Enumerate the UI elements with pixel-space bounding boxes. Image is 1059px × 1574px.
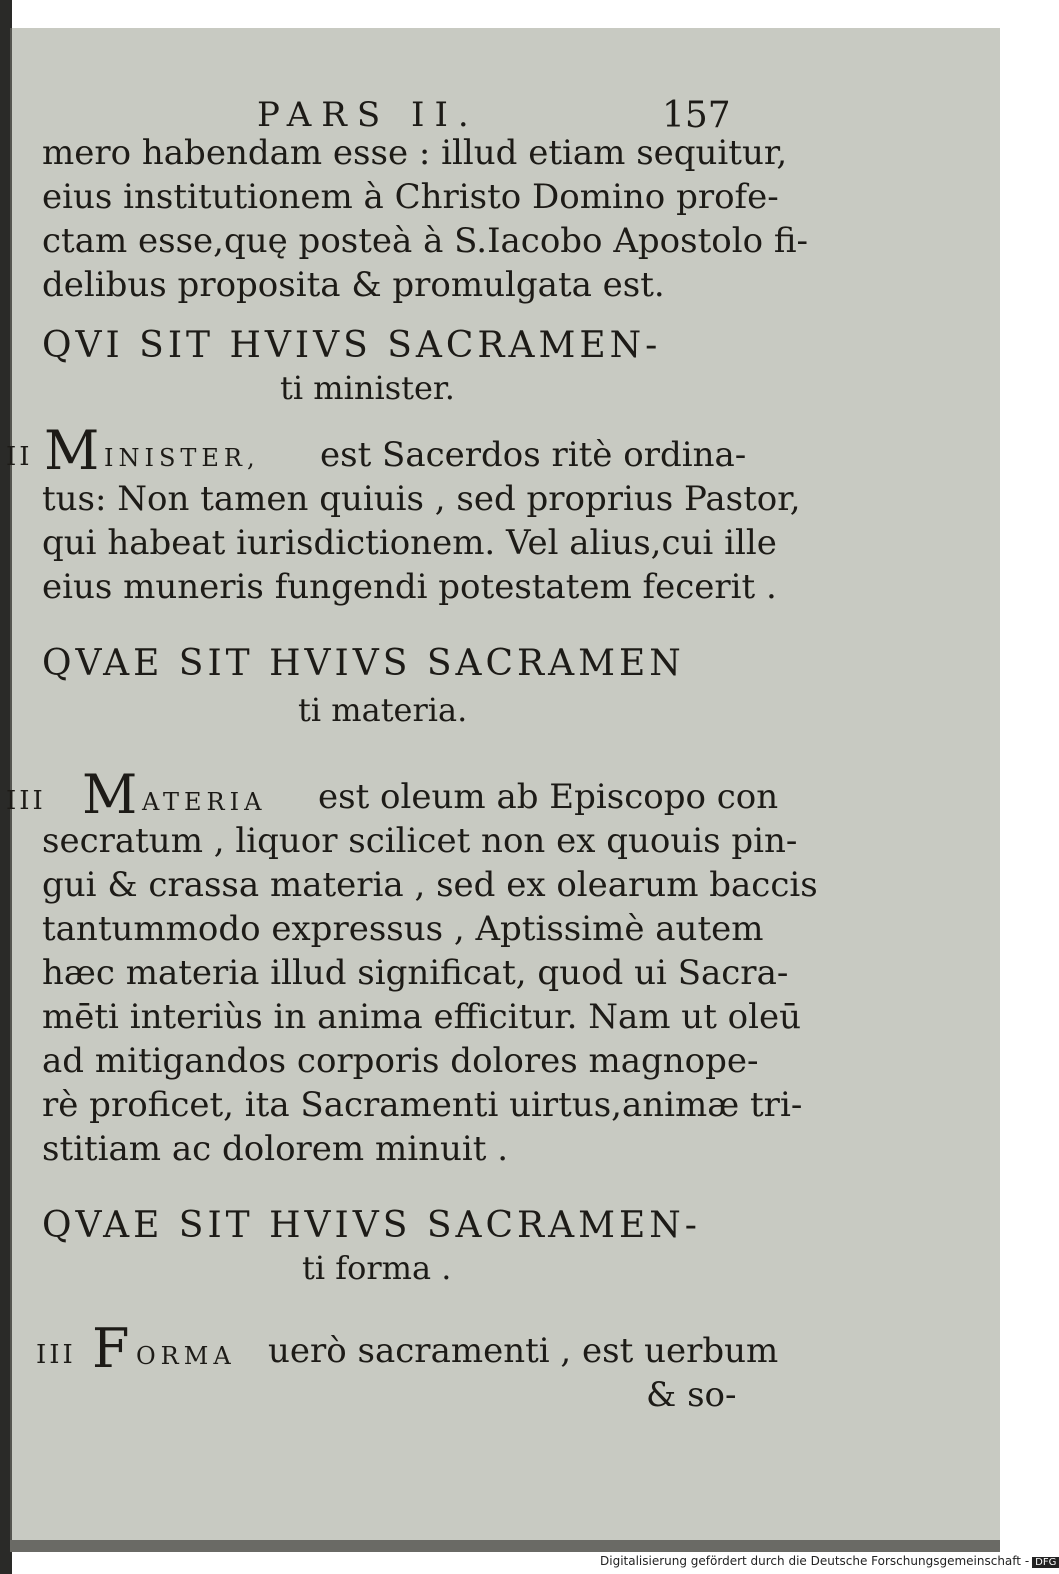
text-line: delibus proposita & promulgata est. <box>42 265 665 305</box>
page-bottom-edge <box>10 1540 1000 1552</box>
section-heading: QVAE SIT HVIVS SACRAMEN <box>42 643 685 684</box>
marginal-number: III <box>36 1340 76 1370</box>
section-heading: QVAE SIT HVIVS SACRAMEN- <box>42 1205 701 1246</box>
text-line: secratum , liquor scilicet non ex quouis pin- <box>42 821 798 861</box>
initial-letter: M <box>82 763 138 826</box>
text-line: tantummodo expressus , Aptissimè autem <box>42 909 764 949</box>
section-subheading: ti forma . <box>302 1249 452 1287</box>
text-line: est oleum ab Episcopo con <box>318 777 779 817</box>
dfg-logo: DFG <box>1032 1557 1059 1568</box>
text-line: qui habeat iurisdictionem. Vel alius,cui ille <box>42 523 777 563</box>
text-line: eius muneris fungendi potestatem fecerit . <box>42 567 777 607</box>
initial-letter: M <box>44 419 100 482</box>
catchword: & so- <box>646 1375 737 1415</box>
marginal-number: III <box>6 786 46 816</box>
text-line: hæc materia illud significat, quod ui Sacra- <box>42 953 789 993</box>
running-title: PARS II. <box>257 95 479 135</box>
text-line: gui & crassa materia , sed ex olearum baccis <box>42 865 818 905</box>
lead-word: ORMA <box>136 1342 236 1370</box>
text-line: eius institutionem à Christo Domino profe- <box>42 177 779 217</box>
text-line: mēti interiùs in anima efficitur. Nam ut oleū <box>42 997 802 1037</box>
text-line: stitiam ac dolorem minuit . <box>42 1129 509 1169</box>
text-line: ad mitigandos corporis dolores magnope- <box>42 1041 759 1081</box>
lead-word: INISTER, <box>104 444 260 472</box>
marginal-number: II <box>6 442 33 472</box>
text-line: mero habendam esse : illud etiam sequitur, <box>42 133 788 173</box>
book-page <box>6 28 1000 1550</box>
lead-word: ATERIA <box>142 788 267 816</box>
text-line: uerò sacramenti , est uerbum <box>268 1331 779 1371</box>
page-number: 157 <box>662 95 731 136</box>
section-subheading: ti materia. <box>298 691 468 729</box>
text-line: tus: Non tamen quiuis , sed proprius Pastor, <box>42 479 801 519</box>
credit-text: Digitalisierung gefördert durch die Deutsche Forschungsgemeinschaft - <box>600 1554 1030 1568</box>
section-heading: QVI SIT HVIVS SACRAMEN- <box>42 325 662 366</box>
text-line: rè proficet, ita Sacramenti uirtus,animæ tri- <box>42 1085 803 1125</box>
text-line: ctam esse,quę posteà à S.Iacobo Apostolo fi- <box>42 221 809 261</box>
text-line: est Sacerdos ritè ordina- <box>320 435 747 475</box>
section-subheading: ti minister. <box>280 369 455 407</box>
initial-letter: F <box>92 1317 130 1380</box>
digitization-credit <box>600 1554 1059 1568</box>
